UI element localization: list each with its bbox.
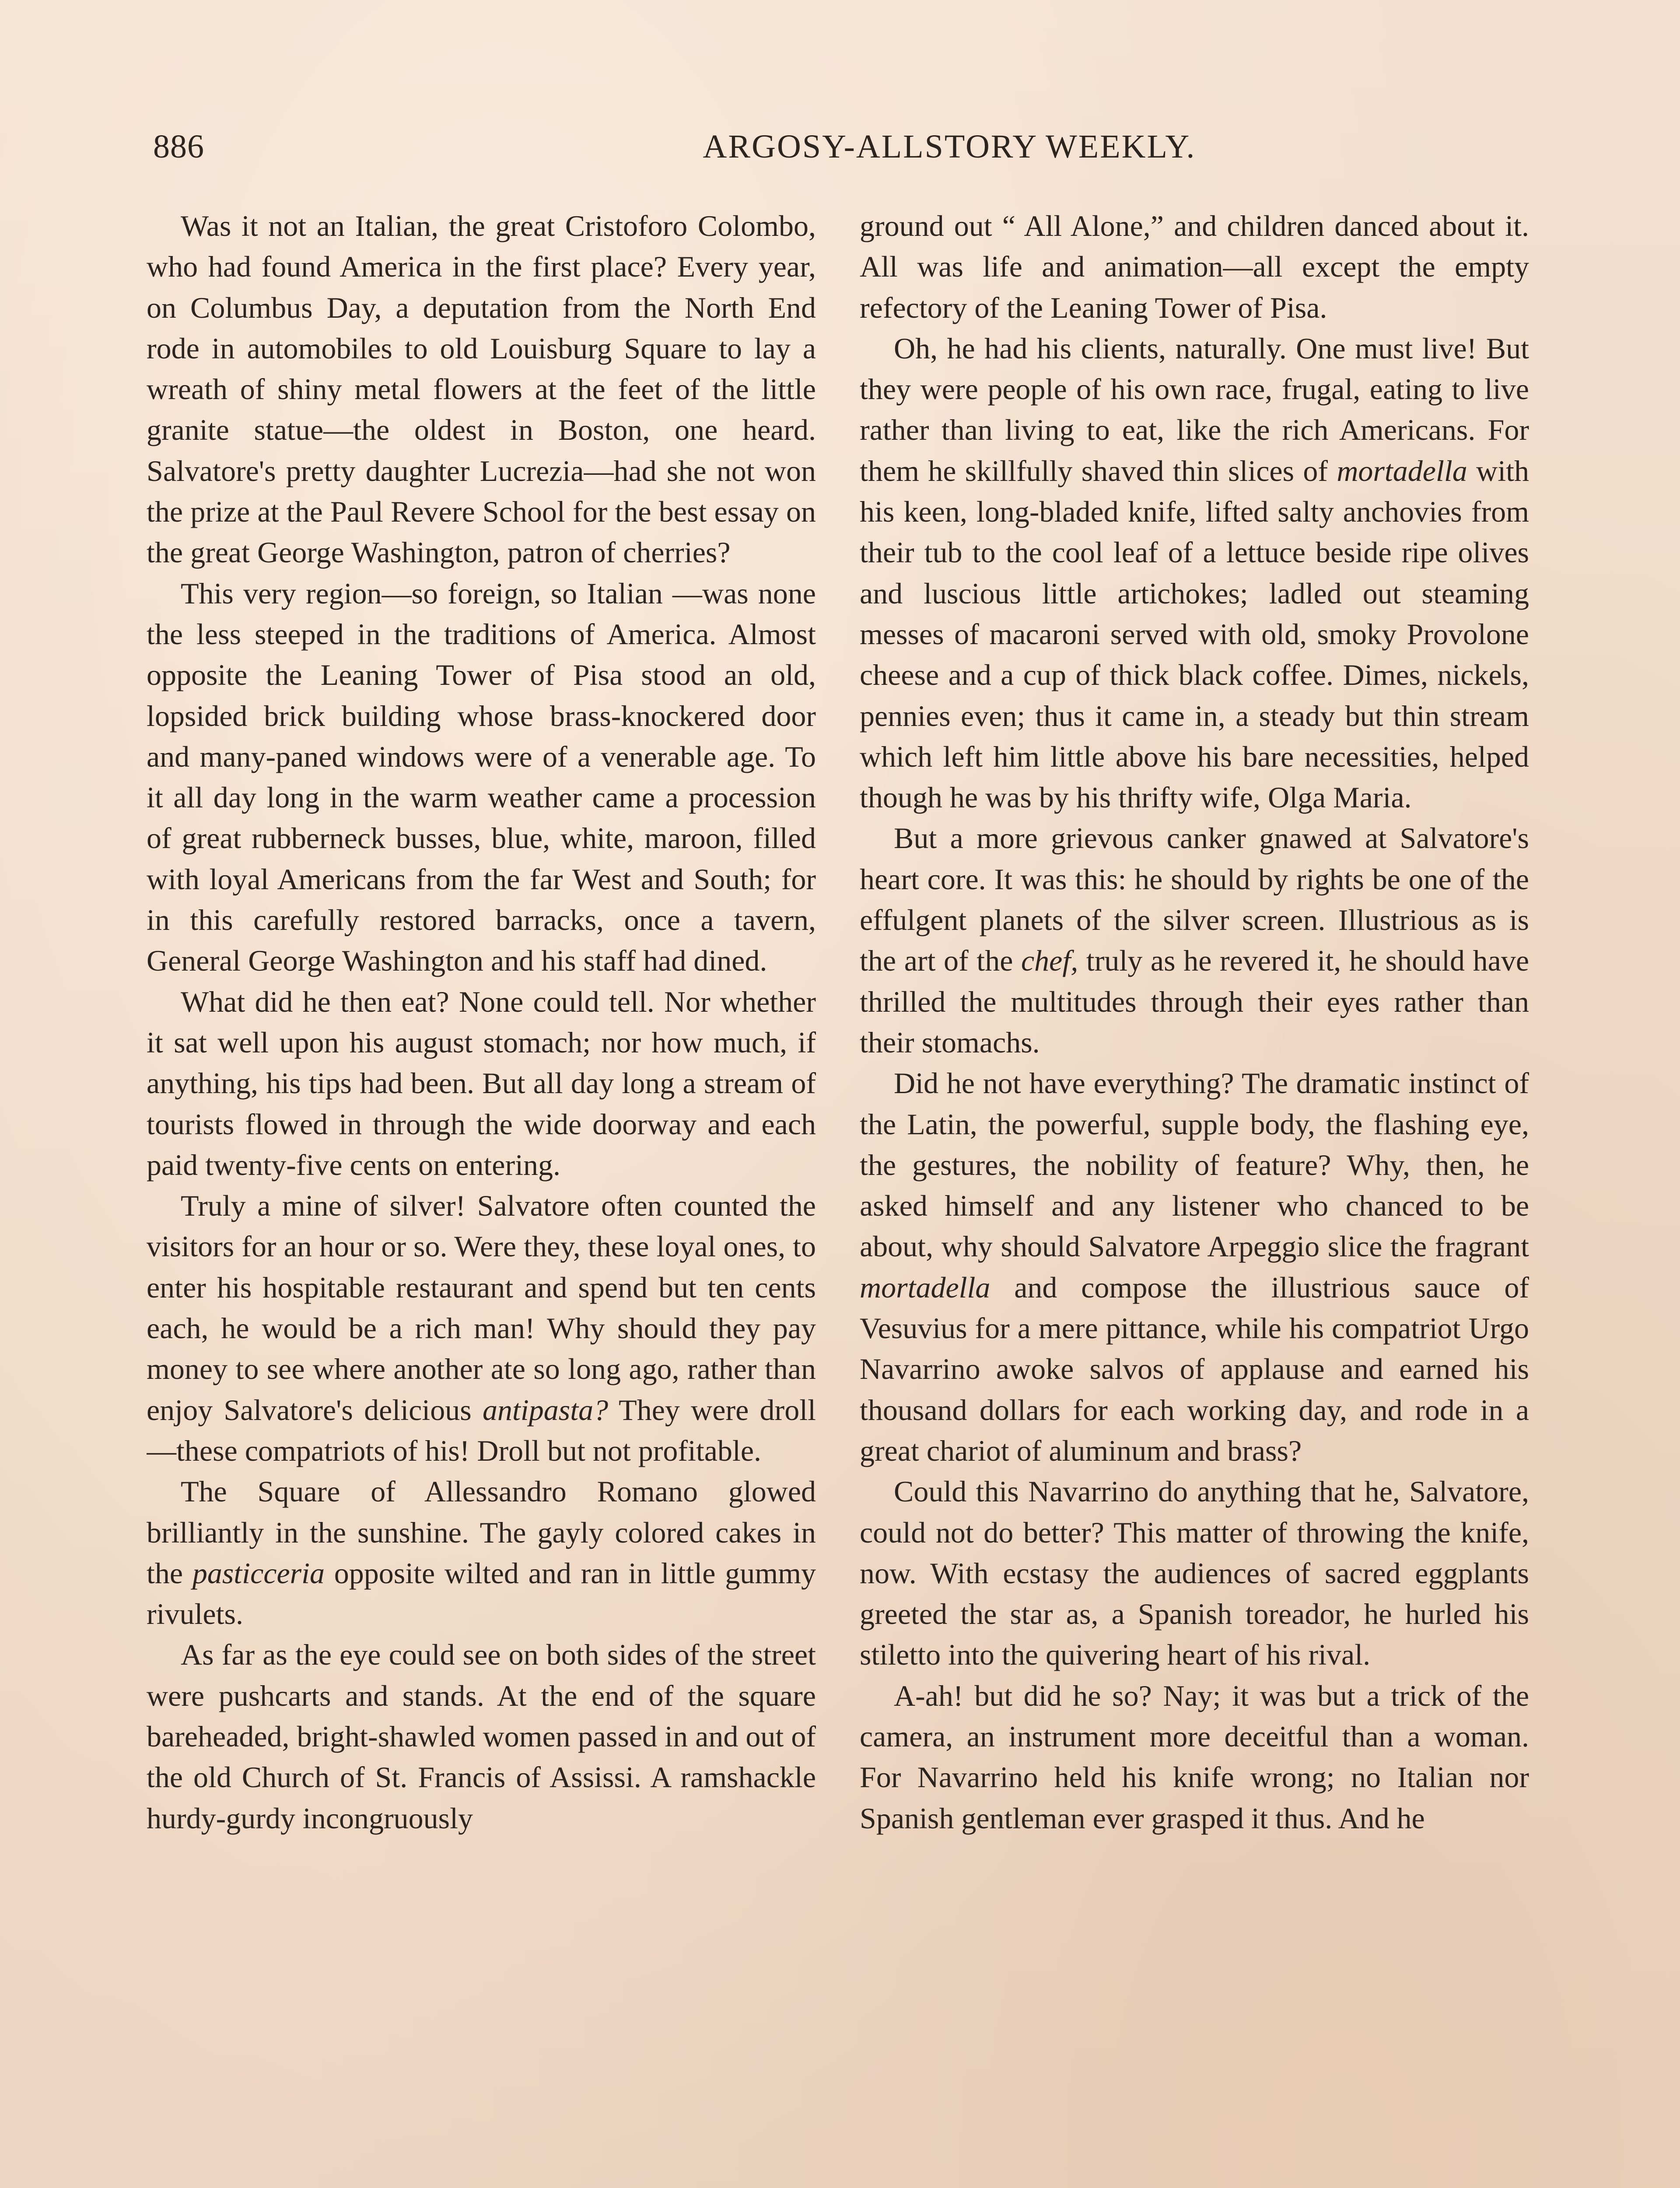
left-column: [147, 206, 816, 2188]
text-run: They were droll—these compatriots of his! Droll but not profitable.: [147, 1393, 816, 1467]
text-run: ground out “ All Alone,” and children danced about it. All was life and animation—all except the empty refectory of the Leaning Tower of Pisa.: [860, 209, 1529, 324]
paragraph: [147, 1471, 816, 1634]
page-header: [153, 125, 1531, 168]
text-run: with his keen, long-bladed knife, lifted salty anchovies from their tub to the cool leaf of a lettuce beside ripe olives and luscious little artichokes; ladled out steaming messes of macaroni served with old, smoky Provolone cheese and a cup of thick black coffee. Dimes, nickels, pennies even; thus it came in, a steady but thin stream which left him little above his bare necessities, helped though he was by his thrifty wife, Olga Maria.: [860, 454, 1529, 814]
text-run: As far as the eye could see on both sides of the street were pushcarts and stands. At the end of the square bareheaded, bright-shawled women passed in and out of the old Church of St. Francis of Assissi. A ramshackle hurdy-gurdy incongruously: [147, 1638, 816, 1835]
running-title: ARGOSY-ALLSTORY WEEKLY.: [703, 128, 1196, 165]
paragraph: [147, 1634, 816, 1838]
text-run: This very region—so foreign, so Italian —was none the less steeped in the traditions of America. Almost opposite the Leaning Tower of Pisa stood an old, lopsided brick building whose brass-knockered door and many-paned windows were of a venerable age. To it all day long in the warm weather came a procession of great rubberneck busses, blue, white, maroon, filled with loyal Americans from the far West and South; for in this carefully restored barracks, once a tavern, General George Washington and his staff had dined.: [147, 576, 816, 978]
paragraph: [147, 573, 816, 982]
paragraph: [147, 982, 816, 1185]
paragraph: [860, 1063, 1529, 1471]
italic-text: mortadella: [1337, 454, 1467, 487]
text-run: Truly a mine of silver! Salvatore often counted the visitors for an hour or so. Were they, these loyal ones, to enter his hospitable restaurant and spend but ten cents each, he would be a rich man! Why should they pay money to see where another ate so long ago, rather than enjoy Salvatore's delicious: [147, 1189, 816, 1427]
paragraph: [147, 206, 816, 573]
italic-text: mortadella: [860, 1270, 990, 1304]
paragraph: [860, 328, 1529, 818]
paragraph: [860, 1471, 1529, 1675]
paragraph: [860, 206, 1529, 328]
text-run: Was it not an Italian, the great Cristoforo Colombo, who had found America in the first place? Every year, on Columbus Day, a deputation from the North End rode in automobiles to old Louisburg Square to lay a wreath of shiny metal flowers at the feet of the little granite statue—the oldest in Boston, one heard. Salvatore's pretty daughter Lucrezia—had she not won the prize at the Paul Revere School for the best essay on the great George Washington, patron of cherries?: [147, 209, 816, 569]
text-run: and compose the illustrious sauce of Vesuvius for a mere pittance, while his compatriot Urgo Navarrino awoke salvos of applause and earned his thousand dollars for each working day, and rode in a great chariot of aluminum and brass?: [860, 1270, 1529, 1467]
italic-text: pasticceria: [192, 1556, 325, 1590]
text-run: Oh, he had his clients, naturally. One must live! But they were people of his own race, frugal, eating to live rather than living to eat, like the rich Americans. For them he skillfully shaved thin slices of: [860, 331, 1529, 487]
text-run: What did he then eat? None could tell. Nor whether it sat well upon his august stomach; nor how much, if anything, his tips had been. But all day long a stream of tourists flowed in through the wide doorway and each paid twenty-five cents on entering.: [147, 985, 816, 1182]
text-run: The Square of Allessandro Romano glowed brilliantly in the sunshine. The gayly colored cakes in the: [147, 1475, 816, 1590]
text-run: Could this Navarrino do anything that he, Salvatore, could not do better? This matter of throwing the knife, now. With ecstasy the audiences of sacred eggplants greeted the star as, a Spanish toreador, he hurled his stiletto into the quivering heart of his rival.: [860, 1475, 1529, 1672]
text-run: opposite wilted and ran in little gummy rivulets.: [147, 1556, 816, 1631]
page-number: 886: [153, 128, 204, 165]
text-run: Did he not have everything? The dramatic instinct of the Latin, the powerful, supple body, the flashing eye, the gestures, the nobility of feature? Why, then, he asked himself and any listener who chanced to be about, why should Salvatore Arpeggio slice the fragrant: [860, 1066, 1529, 1263]
paragraph: [147, 1185, 816, 1471]
italic-text: chef,: [1021, 944, 1078, 978]
italic-text: antipasta?: [482, 1393, 609, 1427]
paragraph: [860, 1676, 1529, 1839]
text-run: But a more grievous canker gnawed at Salvatore's heart core. It was this: he should by rights be one of the effulgent planets of the silver screen. Illustrious as is the art of the: [860, 821, 1529, 978]
text-run: truly as he revered it, he should have thrilled the multitudes through their eyes rather than their stomachs.: [860, 944, 1529, 1059]
right-column: [860, 206, 1529, 2188]
text-run: A-ah! but did he so? Nay; it was but a trick of the camera, an instrument more deceitful than a woman. For Navarrino held his knife wrong; no Italian nor Spanish gentleman ever grasped it thus. And he: [860, 1679, 1529, 1835]
paragraph: [860, 818, 1529, 1063]
